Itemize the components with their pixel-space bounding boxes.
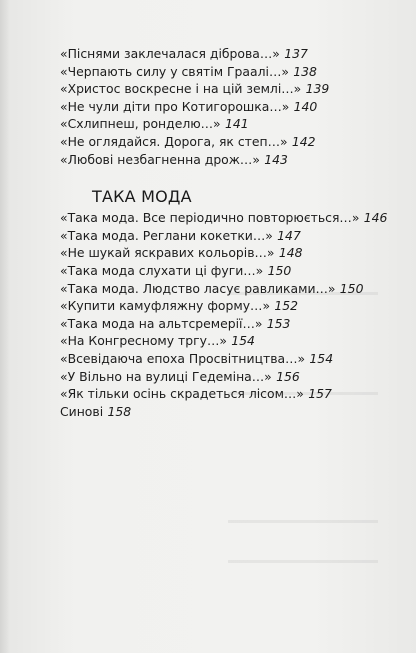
toc-entry-page: 152	[274, 298, 299, 314]
toc-entry-title: «Така мода. Людство ласує равликами…»	[60, 280, 336, 296]
toc-entry	[60, 385, 400, 403]
toc-entry-title: «У Вільно на вулиці Гедеміна…»	[60, 368, 272, 384]
toc-entry	[60, 209, 400, 227]
table-of-contents	[60, 45, 400, 420]
toc-entry-page: 158	[107, 403, 132, 419]
toc-entry	[60, 350, 400, 368]
toc-entry-title: «Черпають силу у святім Граалі…»	[60, 63, 289, 79]
toc-entry-title: «Не чули діти про Котигорошка…»	[60, 98, 290, 114]
toc-entry-page: 154	[231, 333, 255, 349]
toc-entry-title: «Всевідаюча епоха Просвітництва…»	[60, 350, 306, 366]
section-heading: ТАКА МОДА	[92, 187, 192, 207]
toc-entry	[60, 80, 400, 98]
toc-entry-title: Синові	[60, 403, 104, 419]
toc-entry	[60, 115, 400, 133]
toc-entry	[60, 63, 400, 81]
toc-entry-page: 148	[278, 245, 303, 261]
toc-entry	[60, 151, 400, 169]
toc-entry	[60, 98, 400, 116]
toc-entry-page: 150	[267, 262, 292, 278]
toc-entry-page: 150	[339, 280, 364, 296]
toc-entry	[60, 332, 400, 350]
toc-entry-title: «Як тільки осінь скрадеться лісом…»	[60, 386, 304, 402]
toc-entry-page: 154	[309, 350, 334, 366]
toc-entry-title: «Не шукай яскравих кольорів…»	[60, 245, 275, 261]
toc-entry-title: «Така мода на альтсремерії…»	[60, 315, 263, 331]
toc-entry	[60, 315, 400, 333]
toc-entry-page: 138	[293, 63, 317, 79]
toc-entry-title: «Не оглядайся. Дорога, як степ…»	[60, 133, 288, 149]
toc-entry	[60, 133, 400, 151]
show-through-line	[228, 560, 378, 563]
toc-entry-page: 147	[277, 227, 301, 243]
toc-entry-page: 156	[276, 368, 300, 384]
toc-entry-page: 142	[291, 133, 316, 149]
toc-entry-page: 141	[224, 116, 249, 132]
toc-entry-title: «Любові незбагненна дрож…»	[60, 151, 260, 167]
toc-entry-title: «Схлипнеш, ронделю…»	[60, 116, 221, 132]
toc-entry-title: «Христос воскресне і на цій землі…»	[60, 81, 302, 97]
toc-entry-page: 139	[305, 81, 330, 97]
toc-entry	[60, 280, 400, 298]
toc-entry-title: «Така мода. Все періодично повторюється…»	[60, 210, 360, 226]
toc-entry-page: 153	[266, 315, 291, 331]
toc-entry-title: «На Конгресному тргу…»	[60, 333, 227, 349]
toc-entry-page: 143	[264, 151, 288, 167]
toc-entry-title: «Піснями заклечалася діброва…»	[60, 46, 280, 61]
toc-entry-page: 157	[308, 386, 332, 402]
toc-entry	[60, 227, 400, 245]
toc-entry	[60, 262, 400, 280]
toc-entry	[60, 403, 400, 421]
toc-entry-title: «Така мода слухати ці фуги…»	[60, 262, 264, 278]
toc-entry-page: 140	[293, 98, 318, 114]
toc-entry	[60, 244, 400, 262]
toc-entry-page: 137	[284, 46, 308, 61]
toc-entry	[60, 368, 400, 386]
toc-entry-title: «Купити камуфляжну форму…»	[60, 298, 271, 314]
toc-entry	[60, 297, 400, 315]
toc-entry-page: 146	[363, 210, 388, 226]
show-through-line	[228, 520, 378, 523]
toc-entry-title: «Така мода. Реглани кокетки…»	[60, 227, 273, 243]
toc-entry	[60, 45, 400, 63]
